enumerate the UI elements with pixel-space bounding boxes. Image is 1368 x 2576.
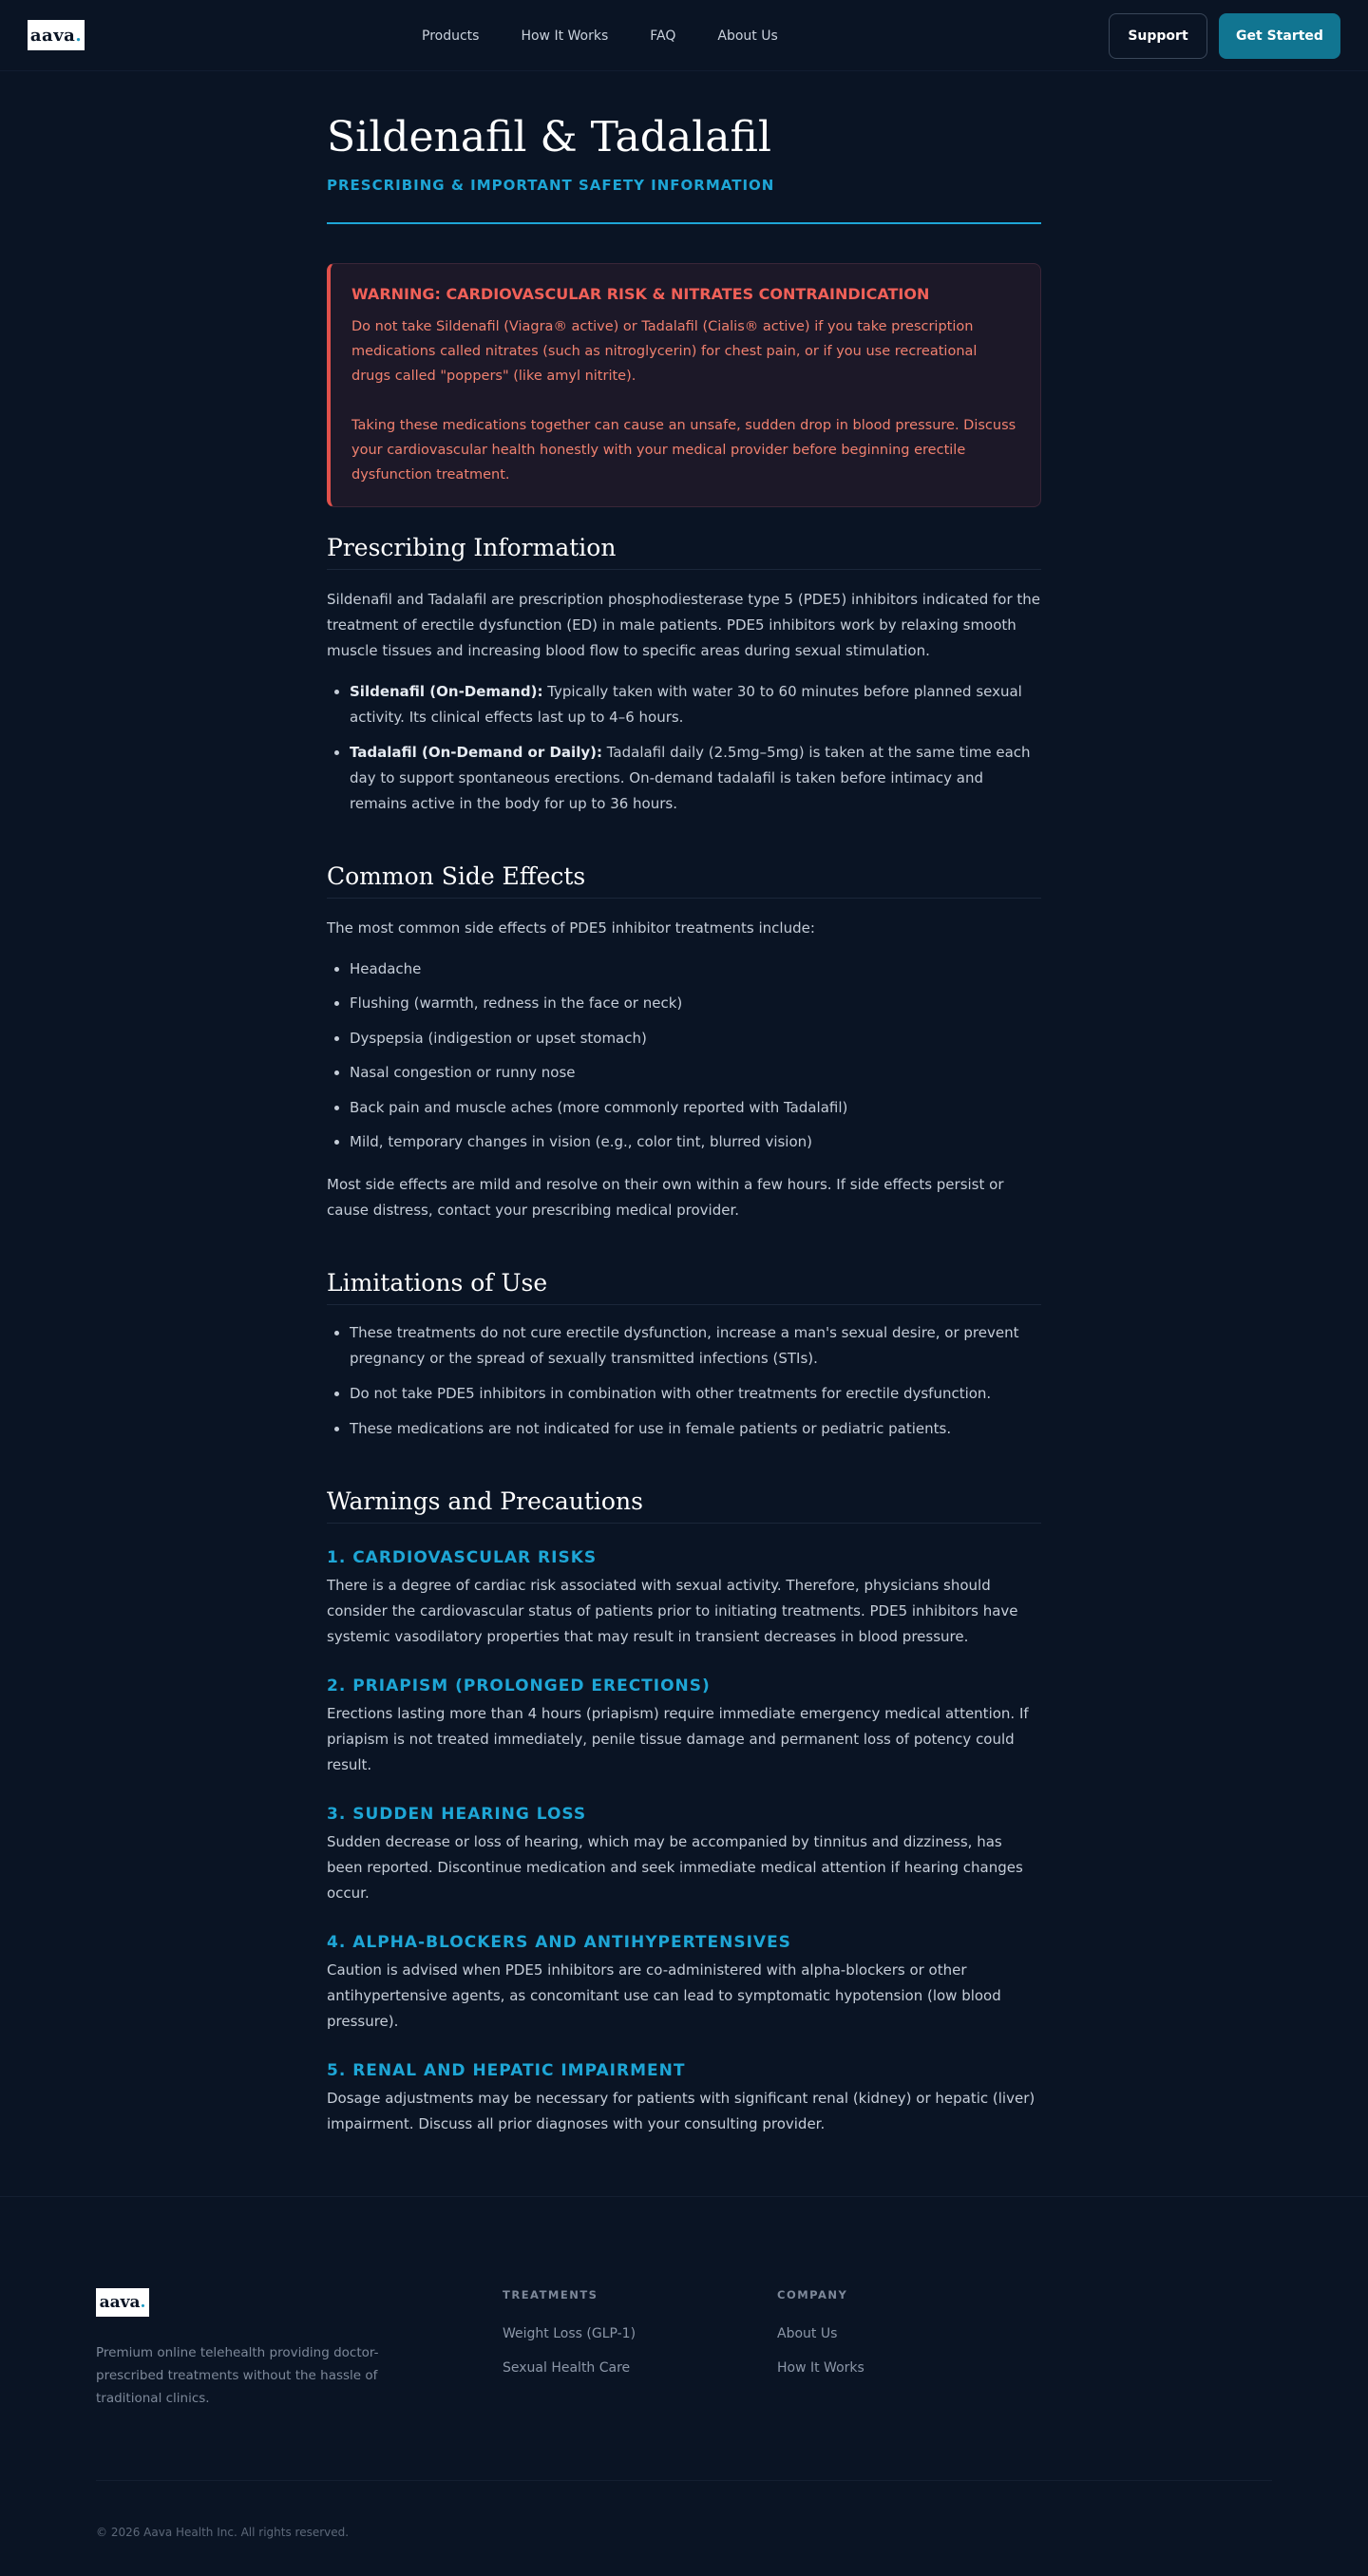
- section-limitations: [327, 1269, 1041, 1442]
- logo[interactable]: [28, 20, 85, 50]
- footer-link-sexual-health[interactable]: Sexual Health Care: [503, 2360, 631, 2377]
- nav-products[interactable]: Products: [422, 28, 480, 44]
- get-started-button[interactable]: Get Started: [1219, 13, 1340, 59]
- section-title: Limitations of Use: [327, 1269, 1041, 1305]
- list-item: • Do not take PDE5 inhibitors in combination with other treatments for erectile dysfunction.: [350, 1381, 1041, 1407]
- warning-subtitle: 2. PRIAPISM (PROLONGED ERECTIONS): [327, 1676, 711, 1696]
- footer-link-how-it-works[interactable]: How It Works: [777, 2360, 864, 2377]
- nav-faq[interactable]: FAQ: [650, 28, 676, 44]
- warning-paragraph-2: Taking these medications together can cause an unsafe, sudden drop in blood pressure. Discuss your cardiovascular health honestly with your medical provider before beginning erectile dysfunction treatment.: [352, 417, 1016, 483]
- list-item: • Back pain and muscle aches (more commonly reported with Tadalafil): [350, 1095, 1041, 1121]
- warning-text: Sudden decrease or loss of hearing, which may be accompanied by tinnitus and dizziness, has been reported. Discontinue medication and seek immediate medical attention if hearing changes occur.: [327, 1833, 1023, 1903]
- footer-description: Premium online telehealth providing doctor-prescribed treatments without the hassle of traditional clinics.: [96, 2345, 379, 2407]
- warning-text: Dosage adjustments may be necessary for patients with significant renal (kidney) or hepatic (liver) impairment. Discuss all prior diagnoses with your consulting provider.: [327, 2090, 1036, 2133]
- footer-column-heading: TREATMENTS: [503, 2288, 598, 2302]
- logo-text: aava: [29, 25, 76, 46]
- section-title: Prescribing Information: [327, 534, 1041, 570]
- list-item: [350, 679, 1041, 730]
- section-title: Common Side Effects: [327, 862, 1041, 899]
- footer-company-column: [777, 2288, 864, 2395]
- warning-subtitle: 1. CARDIOVASCULAR RISKS: [327, 1548, 598, 1568]
- warning-text: There is a degree of cardiac risk associated with sexual activity. Therefore, physicians should consider the cardiovascular status of patients prior to initiating treatments. PDE5 inhibitors have systemic vasodilatory properties that may result in transient decreases in blood pressure.: [327, 1577, 1018, 1646]
- nav-about-us[interactable]: About Us: [717, 28, 778, 44]
- site-footer: [0, 2196, 1368, 2576]
- section-prescribing-information: [327, 534, 1041, 817]
- section-title: Warnings and Precautions: [327, 1487, 1041, 1524]
- section-intro: The most common side effects of PDE5 inhibitor treatments include:: [327, 919, 815, 937]
- footer-link-about-us[interactable]: About Us: [777, 2326, 838, 2342]
- footer-column-heading: COMPANY: [777, 2288, 848, 2302]
- list-item: • Headache: [350, 957, 1041, 982]
- footer-logo-text: aava: [99, 2293, 141, 2313]
- warning-title: WARNING: CARDIOVASCULAR RISK & NITRATES CONTRAINDICATION: [352, 284, 930, 303]
- footer-treatments-column: [503, 2288, 636, 2395]
- warning-subtitle: 3. SUDDEN HEARING LOSS: [327, 1805, 587, 1825]
- footer-link-weight-loss[interactable]: Weight Loss (GLP-1): [503, 2326, 636, 2342]
- list-item: • Dyspepsia (indigestion or upset stomach): [350, 1026, 1041, 1051]
- page-title: Sildenafil & Tadalafil: [327, 113, 771, 161]
- site-header: [0, 0, 1368, 71]
- list-item: • These treatments do not cure erectile dysfunction, increase a man's sexual desire, or prevent pregnancy or the spread of sexually transmitted infections (STIs).: [350, 1320, 1041, 1372]
- list-item: • Nasal congestion or runny nose: [350, 1060, 1041, 1086]
- nav-how-it-works[interactable]: How It Works: [521, 28, 609, 44]
- list-item-bold: Tadalafil (On-Demand or Daily):: [350, 743, 602, 761]
- section-side-effects: [327, 862, 1041, 1224]
- list-item-text: Typically taken with water 30 to 60 minutes before planned sexual activity. Its clinical effects last up to 4–6 hours.: [350, 682, 1022, 726]
- list-item: [350, 740, 1041, 817]
- list-item: • These medications are not indicated for use in female patients or pediatric patients.: [350, 1416, 1041, 1442]
- footer-logo[interactable]: [96, 2288, 149, 2317]
- warning-text: Caution is advised when PDE5 inhibitors are co-administered with alpha-blockers or other antihypertensive agents, as concomitant use can lead to symptomatic hypotension (low blood pressure).: [327, 1961, 1001, 2031]
- warning-paragraph-1: Do not take Sildenafil (Viagra® active) or Tadalafil (Cialis® active) if you take prescription medications called nitrates (such as nitroglycerin) for chest pain, or if you use recreational drugs called "poppers" (like amyl nitrite).: [352, 318, 978, 384]
- list-item-bold: Sildenafil (On-Demand):: [350, 682, 543, 700]
- footer-divider: [96, 2480, 1272, 2481]
- page-subtitle: PRESCRIBING & IMPORTANT SAFETY INFORMATION: [327, 176, 775, 194]
- side-effects-list: [327, 957, 1041, 1156]
- warning-subtitle: 5. RENAL AND HEPATIC IMPAIRMENT: [327, 2061, 686, 2081]
- limitations-list: [327, 1320, 1041, 1442]
- boxed-warning: [327, 263, 1041, 507]
- warning-subtitle: 4. ALPHA-BLOCKERS AND ANTIHYPERTENSIVES: [327, 1933, 791, 1953]
- warning-text: Erections lasting more than 4 hours (priapism) require immediate emergency medical attention. If priapism is not treated immediately, penile tissue damage and permanent loss of potency could result.: [327, 1705, 1029, 1774]
- section-outro: Most side effects are mild and resolve on their own within a few hours. If side effects persist or cause distress, contact your prescribing medical provider.: [327, 1176, 1004, 1220]
- copyright: © 2026 Aava Health Inc. All rights reserved.: [96, 2526, 350, 2540]
- footer-logo-dot: .: [140, 2293, 146, 2313]
- logo-dot: .: [75, 25, 83, 46]
- section-intro: Sildenafil and Tadalafil are prescription phosphodiesterase type 5 (PDE5) inhibitors indicated for the treatment of erectile dysfunction (ED) in male patients. PDE5 inhibitors work by relaxing smooth muscle tissues and increasing blood flow to specific areas during sexual stimulation.: [327, 590, 1041, 659]
- list-item: • Flushing (warmth, redness in the face or neck): [350, 991, 1041, 1016]
- dosing-list: [327, 679, 1041, 817]
- support-button[interactable]: Support: [1109, 13, 1207, 59]
- main-content: [327, 71, 1041, 2196]
- section-warnings-precautions: [327, 1487, 1041, 2137]
- title-divider: [327, 222, 1041, 224]
- list-item: • Mild, temporary changes in vision (e.g., color tint, blurred vision): [350, 1129, 1041, 1155]
- main-nav: [422, 0, 820, 71]
- list-item-text: Tadalafil daily (2.5mg–5mg) is taken at the same time each day to support spontaneous erections. On-demand tadalafil is taken before intimacy and remains active in the body for up to 36 hours.: [350, 743, 1031, 812]
